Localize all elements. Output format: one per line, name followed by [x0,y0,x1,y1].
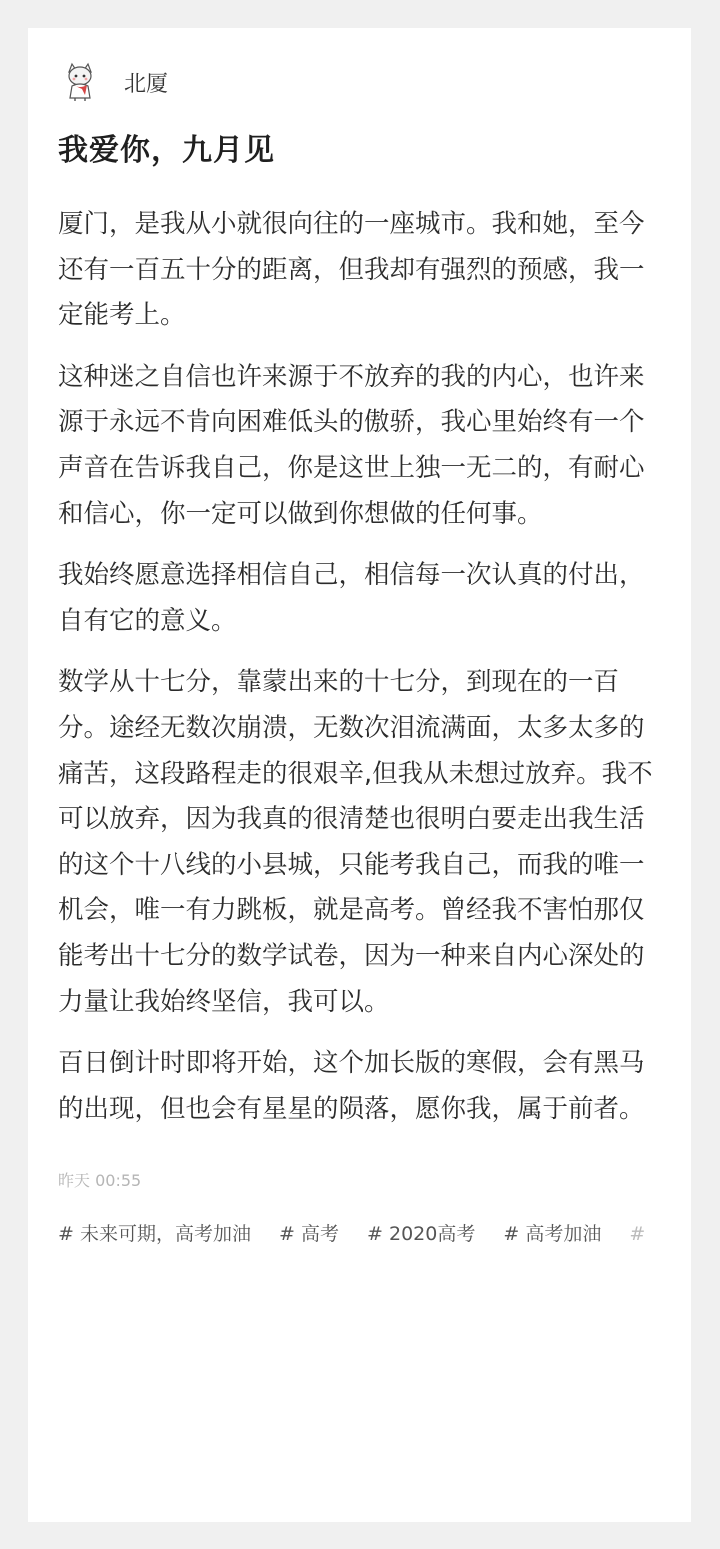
avatar-character-icon [63,62,97,102]
tag-list [58,1219,659,1246]
tag-chip[interactable]: # 2020高考 [367,1223,476,1246]
paragraph: 厦门，是我从小就很向往的一座城市。我和她，至今还有一百五十分的距离，但我却有强烈的预感，我一定能考上。 [58,209,645,331]
paragraph: 数学从十七分，靠蒙出来的十七分，到现在的一百分。途经无数次崩溃，无数次泪流满面，太多太多的痛苦，这段路程走的很艰辛,但我从未想过放弃。我不可以放弃，因为我真的很清楚也很明白要走出我生活的这个十八线的小县城，只能考我自己，而我的唯一机会，唯一有力跳板，就是高考。曾经我不害怕那仅能考出十七分的数学试卷，因为一种来自内心深处的力量让我始终坚信，我可以。 [58,667,653,1017]
tag-chip[interactable]: # 高考 [279,1223,339,1246]
post-timestamp: 昨天 00:55 [58,1171,142,1191]
tag-chip[interactable]: # 未来可期，高考加油 [58,1223,251,1246]
author-name[interactable]: 北厦 [124,71,169,97]
post-body [58,202,659,1132]
paragraph: 这种迷之自信也许来源于不放弃的我的内心，也许来源于永远不肯向困难低头的傲骄，我心里始终有一个声音在告诉我自己，你是这世上独一无二的，有耐心和信心，你一定可以做到你想做的任何事。 [58,361,645,529]
post-title: 我爱你，九月见 [58,133,275,168]
avatar[interactable] [58,60,102,104]
author-row[interactable] [58,60,659,104]
paragraph: 我始终愿意选择相信自己，相信每一次认真的付出，自有它的意义。 [58,560,645,636]
paragraph: 百日倒计时即将开始，这个加长版的寒假，会有黑马的出现，但也会有星星的陨落，愿你我，属于前者。 [58,1048,645,1124]
tag-chip[interactable]: # [629,1223,646,1246]
tag-chip[interactable]: # 高考加油 [503,1223,602,1246]
post-card [28,28,691,1522]
